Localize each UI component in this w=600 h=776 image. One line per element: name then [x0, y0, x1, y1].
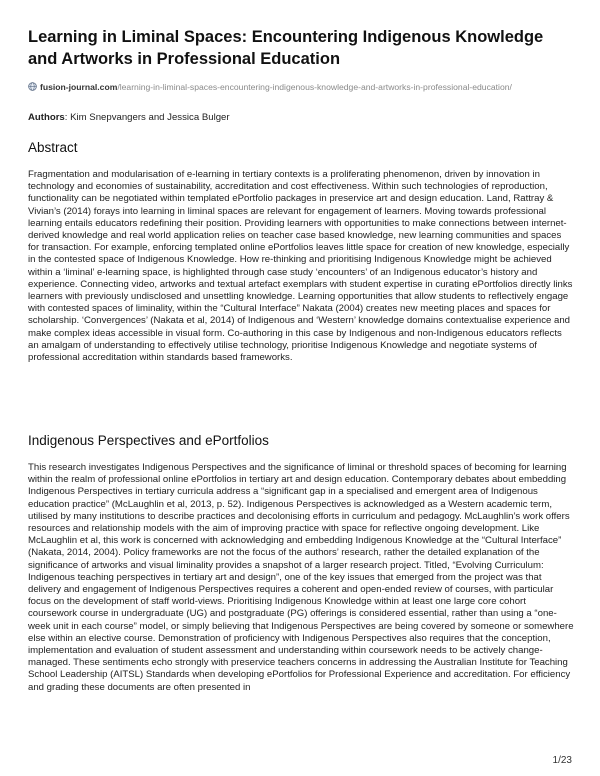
abstract-paragraph: Fragmentation and modularisation of e-learning in tertiary contexts is a proliferating phenomenon, driven by innovation in technology and economies of sustainability, accreditation and cost effectiveness. Within such technologies of reproduction, functionality can be negotiated within templated ePortfolio packages in preservice art and design education. Land, Rattray & Vivian’s (2014) forays into learning in liminal spaces are relevant for engagement of learners. Moving towards professional learning entails educators redefining their position. Providing learners with opportunities to make connections between internet-derived knowledge and real world application relies on teacher case based knowledge, new learning communities and spaces for transaction. For example, enforcing templated online ePortfolios leaves little space for creation of new knowledge, especially in the contested space of Indigenous Knowledge. How re-thinking and prioritising Indigenous Knowledge might be achieved within a ‘liminal’ e-learning space, is highlighted through case study ‘encounters’ of an Indigenous educator’s history and experience. Connecting video, artworks and textual artefact exemplars with student expertise in curating ePortfolios directly links learners with previously undisclosed and unsettling knowledge. Learning opportunities that allow students to reflectively engage with contested spaces of liminality, within the “Cultural Interface” Nakata (2004) creates new meeting places and spaces for scholarship. ‘Convergences’ (Nakata et al, 2014) of Indigenous and ‘Western’ knowledge domains contextualise experience and make complex ideas accessible in visual form. Co-authoring in this case by Indigenous and non-Indigenous educators reflects an amalgam of understanding to effectively utilise technology, prioritise Indigenous Knowledge and negotiate systems of professional accreditation within standards based frameworks. [28, 169, 573, 364]
authors-label: Authors [28, 112, 65, 123]
source-domain[interactable]: fusion-journal.com [40, 82, 118, 92]
article-title: Learning in Liminal Spaces: Encountering Indigenous Knowledge and Artworks in Professional Education [28, 28, 544, 68]
authors-line [28, 112, 230, 123]
authors-names: : Kim Snepvangers and Jessica Bulger [64, 112, 230, 123]
source-path[interactable]: /learning-in-liminal-spaces-encountering-indigenous-knowledge-and-artworks-in-professional-education/ [117, 82, 512, 92]
globe-icon [28, 82, 37, 91]
abstract-heading: Abstract [28, 140, 78, 155]
section-heading-indigenous-perspectives: Indigenous Perspectives and ePortfolios [28, 433, 269, 448]
page-number: 1/23 [552, 755, 572, 766]
section-paragraph: This research investigates Indigenous Perspectives and the significance of liminal or threshold spaces of becoming for learning within the realm of professional online ePortfolios in tertiary art and design education. Contemporary debates about embedding Indigenous Perspectives in tertiary curricula address a “significant gap in a specialised and emergent area of Indigenous education practice” (McLaughlin et al, 2013, p. 52). Indigenous Perspectives is acknowledged as a Western academic term, utilised by many institutions to describe practices and decolonising efforts in curriculum and pedagogy. McLaughlin’s work offers resources and relationship models with the aim of improving practice with space for reflective ongoing development. Like McLaughlin et al, this work is concerned with acknowledging and embedding Indigenous Knowledge at the “Cultural Interface” (Nakata, 2014, 2004). Policy frameworks are not the focus of the authors’ research, rather the detailed explanation of the significance of artworks and visual liminality provides a snapshot of a larger research project. Titled, “Evolving Curriculum: Indigenous teaching perspectives in tertiary art and design”, one of the key issues that emerged from the project was that delivery and engagement of Indigenous Perspectives requires a coherent and open-ended review of courses, with particular focus on the development of staff world-views. Prioritising Indigenous Knowledge within at least one large core cohort coursework course in undergraduate (UG) and postgraduate (PG) offerings is considered essential, rather than using a “one-week unit in each course” model, or simply believing that Indigenous Perspectives are being covered by someone or somewhere else within an elective course. Demonstration of proficiency with Indigenous Perspectives also requires that the conception, implementation and evaluation of student assessment and understanding within coursework needs to be actively change-managed. These sentiments echo strongly with preservice teachers concerns in addressing the Australian Institute for Teaching School Leadership (AITSL) Standards when developing ePortfolios for Professional Experience and accreditation. For efficiency and grading these documents are often presented in [28, 462, 574, 693]
source-url[interactable] [28, 82, 588, 93]
